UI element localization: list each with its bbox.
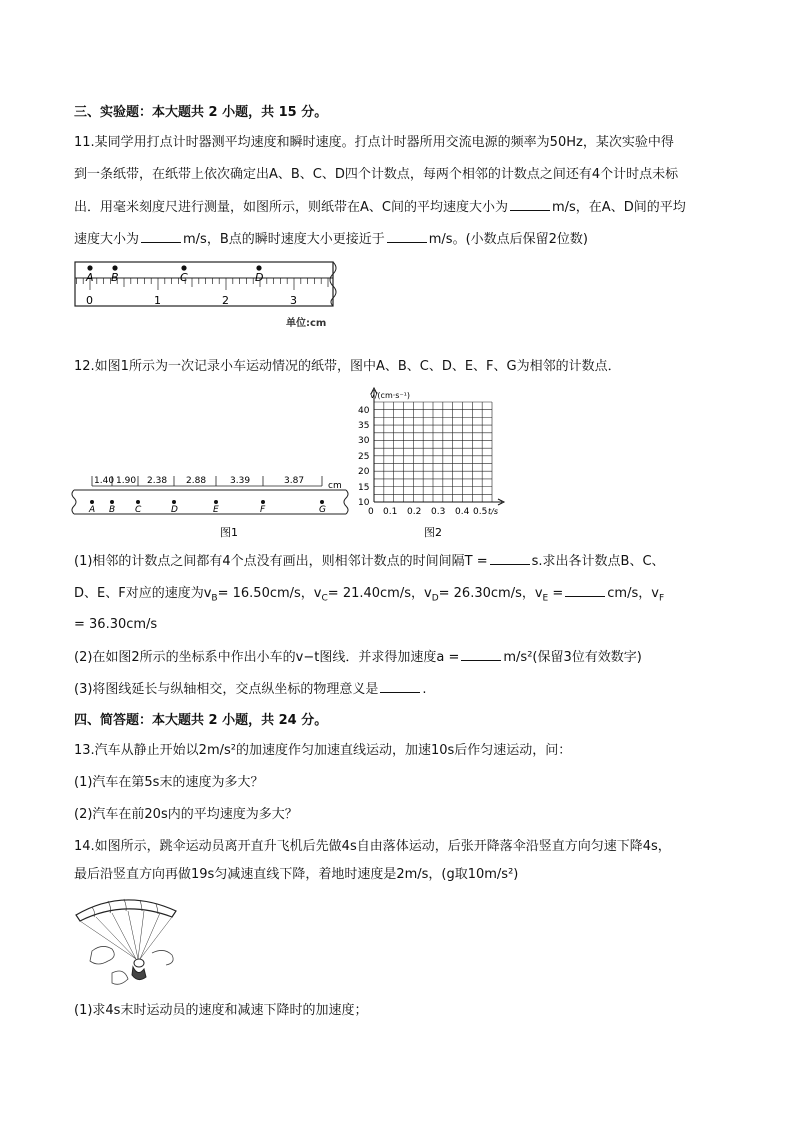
suspension-lines xyxy=(80,911,172,959)
tape-label-d: D xyxy=(171,505,178,515)
ruler-tick-label-2: 2 xyxy=(222,294,229,307)
answer-blank[interactable] xyxy=(387,230,427,243)
segment-bc: 1.90 xyxy=(116,476,137,486)
ruler-tick-label-1: 1 xyxy=(154,294,161,307)
q12-p1-vf: cm/s，v xyxy=(607,586,659,601)
q12-part2 xyxy=(74,648,642,667)
answer-blank[interactable] xyxy=(141,230,181,243)
point-b-dot xyxy=(112,265,117,270)
fig2-ytick-35: 35 xyxy=(358,421,370,431)
point-label-a: A xyxy=(86,271,94,284)
fig2-ylabel: v/(cm·s⁻¹) xyxy=(370,391,411,400)
q14-part1: (1)求4s末时运动员的速度和减速下降时的加速度； xyxy=(74,1003,368,1018)
tape-right-tear xyxy=(344,490,348,514)
tape-left-tear xyxy=(72,490,76,514)
point-label-b: B xyxy=(111,271,119,284)
cloud-left xyxy=(90,946,114,964)
fig2-ytick-10: 10 xyxy=(358,498,370,508)
answer-blank[interactable] xyxy=(461,648,501,661)
tape-dot-e xyxy=(214,500,218,504)
q11-line-3 xyxy=(74,198,686,217)
q13-part2: (2)汽车在前20s内的平均速度为多大？ xyxy=(74,807,298,822)
ruler-figure xyxy=(72,258,352,332)
tape-dot-d xyxy=(172,500,176,504)
answer-blank[interactable] xyxy=(510,198,550,211)
tape-figure xyxy=(70,470,355,542)
tape-label-b: B xyxy=(109,505,116,515)
q12-part1-line1 xyxy=(74,552,665,571)
q12-part1-line2: D、E、F对应的速度为$v_B= 16.50cm/s$，$v_C= 21.40cm/s$，$v_D= 26.30cm/s$，$v_E = cm/s$，$v_F$ xyxy=(74,586,665,604)
segment-cd: 2.38 xyxy=(147,476,168,486)
ruler-tick-label-0: 0 xyxy=(86,294,93,307)
point-a-dot xyxy=(87,265,92,270)
fig1-caption: 图1 xyxy=(220,526,238,539)
q12-p1-text-a: (1)相邻的计数点之间都有4个点没有画出，则相邻计数点的时间间隔T = xyxy=(74,554,488,569)
q12-part1-line3: = 36.30cm/s xyxy=(74,617,158,632)
q12-p3-text-a: (3)将图线延长与纵轴相交，交点纵坐标的物理意义是 xyxy=(74,682,379,697)
q11-line-3a: 出．用毫米刻度尺进行测量，如图所示，则纸带在A、C间的平均速度大小为 xyxy=(74,200,508,215)
fig2-xtick-04: 0.4 xyxy=(455,507,470,517)
q12-p2-text-b: m/s²(保留3位有效数字) xyxy=(503,650,642,665)
tape-label-f: F xyxy=(260,505,266,515)
jumper-body xyxy=(132,967,146,980)
q12-p1-vc: = 16.50cm/s，v xyxy=(217,586,322,601)
q11-line-4b: m/s，B点的瞬时速度大小更接近于 xyxy=(183,232,385,247)
ruler-tick-label-3: 3 xyxy=(290,294,297,307)
fig2-ytick-25: 25 xyxy=(358,452,370,462)
section-4-header: 四、简答题：本大题共 2 小题，共 24 分。 xyxy=(74,713,328,728)
fig2-xlabel: t/s xyxy=(488,507,498,516)
parachutist-illustration xyxy=(72,893,182,989)
q14-line1: 14.如图所示，跳伞运动员离开直升飞机后先做4s自由落体运动，后张开降落伞沿竖直方向匀速下降4s， xyxy=(74,839,671,854)
fig2-xtick-02: 0.2 xyxy=(407,507,422,517)
segment-ef: 3.39 xyxy=(230,476,251,486)
answer-blank[interactable] xyxy=(490,552,530,565)
q13-stem: 13.汽车从静止开始以2m/s²的加速度作匀加速直线运动，加速10s后作匀速运动，问： xyxy=(74,743,572,758)
q12-p1-ve: = 26.30cm/s，v xyxy=(438,586,543,601)
q12-p1-eq: = xyxy=(552,586,564,601)
q11-line-2: 到一条纸带，在纸带上依次确定出A、B、C、D四个计数点，每两个相邻的计数点之间还有4个计时点未标 xyxy=(74,167,679,182)
fig2-xtick-01: 0.1 xyxy=(383,507,398,517)
cloud-bottom xyxy=(112,971,128,984)
q12-p1-text-b: s.求出各计数点B、C、 xyxy=(531,554,665,569)
point-label-d: D xyxy=(255,271,264,284)
q14-line2: 最后沿竖直方向再做19s匀减速直线下降，着地时速度是2m/s，(g取10m/s²) xyxy=(74,867,519,882)
q11-line-1: 11.某同学用打点计时器测平均速度和瞬时速度。打点计时器所用交流电源的频率为50Hz，某次实验中得 xyxy=(74,135,674,150)
fig2-ytick-20: 20 xyxy=(358,467,370,477)
q11-line-4 xyxy=(74,230,588,249)
q12-p2-text-a: (2)在如图2所示的坐标系中作出小车的v−t图线．并求得加速度a = xyxy=(74,650,460,665)
q11-line-4a: 速度大小为 xyxy=(74,232,140,247)
fig2-xtick-05: 0.5 xyxy=(473,507,488,517)
segment-de: 2.88 xyxy=(186,476,207,486)
segment-ab: 1.40 xyxy=(94,476,115,486)
tape-label-e: E xyxy=(213,505,219,515)
answer-blank[interactable] xyxy=(380,680,420,693)
tape-unit: cm xyxy=(328,481,342,491)
q12-part3 xyxy=(74,680,427,699)
fig2-caption: 图2 xyxy=(424,526,442,539)
tape-dot-f xyxy=(261,500,265,504)
tape-dot-c xyxy=(136,500,140,504)
tape-dot-a xyxy=(90,500,94,504)
tape-label-c: C xyxy=(135,505,142,515)
grid-lines xyxy=(374,402,492,502)
ruler-unit: 单位:cm xyxy=(286,318,327,329)
tape-dot-g xyxy=(320,500,324,504)
q13-part1: (1)汽车在第5s末的速度为多大？ xyxy=(74,775,264,790)
q12-p1-vd: = 21.40cm/s，v xyxy=(327,586,432,601)
q12-p1-vb: D、E、F对应的速度为v xyxy=(74,586,212,601)
fig2-xtick-03: 0.3 xyxy=(431,507,446,517)
fig2-xtick-0: 0 xyxy=(368,507,374,517)
tape-label-g: G xyxy=(319,505,326,515)
tape-dot-b xyxy=(110,500,114,504)
vt-grid-figure xyxy=(352,384,512,544)
q12-p3-text-b: . xyxy=(422,682,427,697)
tape-label-a: A xyxy=(89,505,96,515)
fig2-ytick-40: 40 xyxy=(358,406,370,416)
point-c-dot xyxy=(181,265,186,270)
point-label-c: C xyxy=(180,271,188,284)
fig2-ytick-15: 15 xyxy=(358,483,370,493)
q11-line-4c: m/s。(小数点后保留2位数) xyxy=(428,232,588,247)
fig2-ytick-30: 30 xyxy=(358,436,370,446)
segment-fg: 3.87 xyxy=(284,476,305,486)
jumper-head xyxy=(134,959,144,967)
cloud-right xyxy=(152,950,173,965)
grid-axes xyxy=(371,388,504,505)
q12-stem: 12.如图1所示为一次记录小车运动情况的纸带，图中A、B、C、D、E、F、G为相邻的计数点． xyxy=(74,359,621,374)
q11-line-3b: m/s，在A、D间的平均 xyxy=(551,200,686,215)
point-d-dot xyxy=(256,265,261,270)
answer-blank[interactable] xyxy=(565,584,605,597)
section-3-header: 三、实验题：本大题共 2 小题，共 15 分。 xyxy=(74,105,328,120)
